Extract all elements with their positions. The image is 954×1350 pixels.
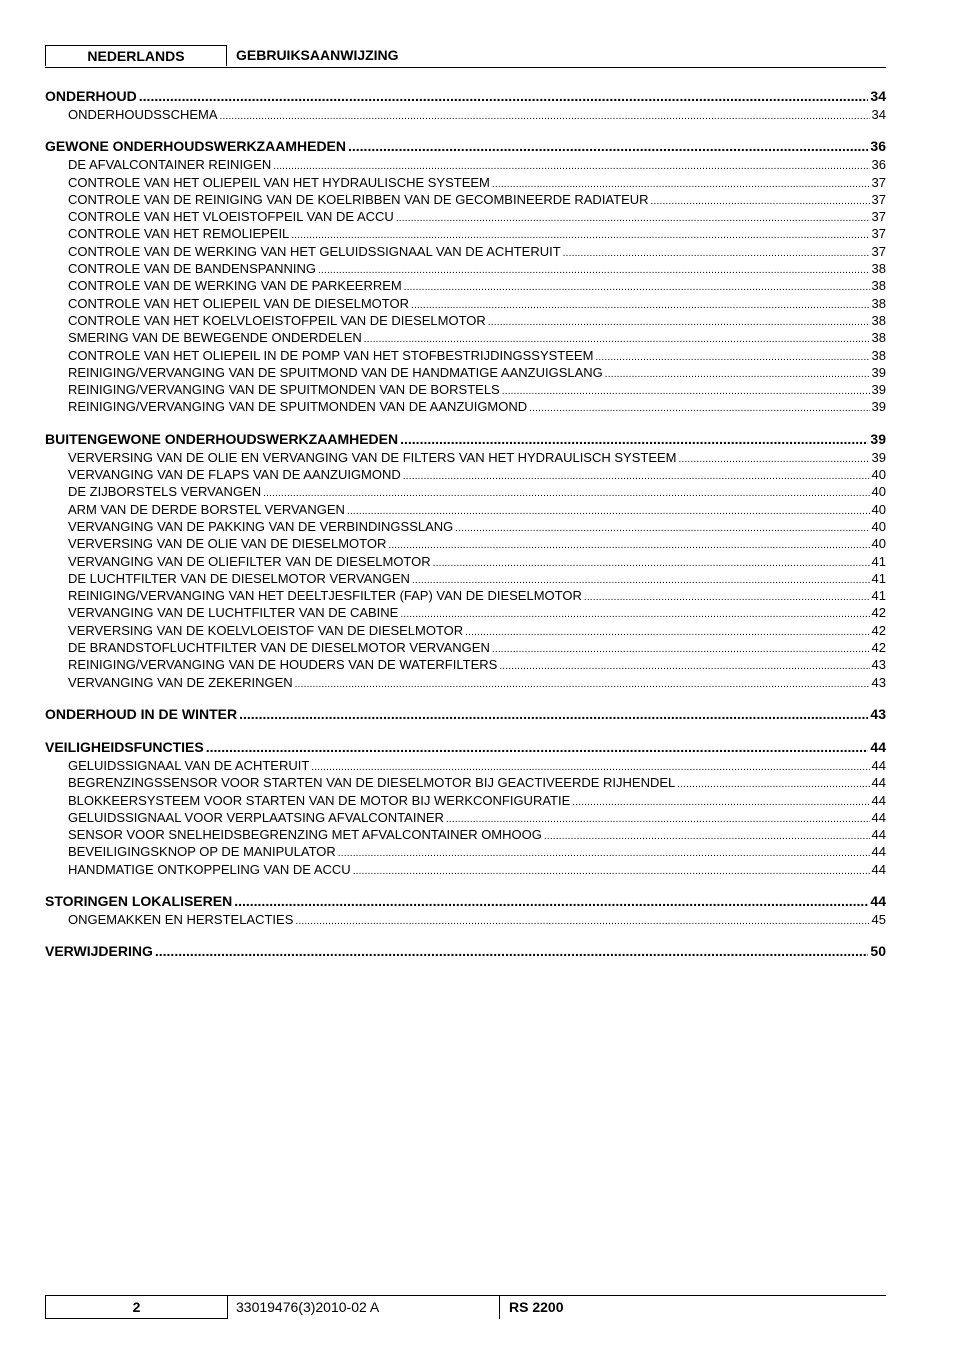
dot-leader xyxy=(651,191,870,208)
toc-entry-page: 40 xyxy=(871,518,886,534)
dot-leader xyxy=(295,911,869,928)
toc-section-heading-page: 44 xyxy=(870,892,886,909)
toc-section-heading[interactable] xyxy=(45,941,886,961)
dot-leader xyxy=(502,381,870,398)
toc-entry-title: REINIGING/VERVANGING VAN DE SPUITMONDEN VAN DE BORSTELS xyxy=(68,382,500,398)
toc-entry-page: 37 xyxy=(871,243,886,259)
dot-leader xyxy=(544,826,870,843)
dot-leader xyxy=(492,174,870,191)
toc-entry-title: VERVANGING VAN DE LUCHTFILTER VAN DE CABINE xyxy=(68,605,399,621)
toc-entry-title: CONTROLE VAN HET OLIEPEIL VAN DE DIESELMOTOR xyxy=(68,295,409,311)
toc-entry-title: CONTROLE VAN HET OLIEPEIL VAN HET HYDRAULISCHE SYSTEEM xyxy=(68,174,490,190)
toc-section-heading-page: 36 xyxy=(870,138,886,155)
toc-entry[interactable] xyxy=(45,156,886,173)
toc-entry[interactable] xyxy=(45,757,886,774)
dot-leader xyxy=(400,429,868,449)
dot-leader xyxy=(311,757,869,774)
dot-leader xyxy=(433,553,870,570)
page-number: 2 xyxy=(45,1296,228,1319)
toc-section xyxy=(45,136,886,415)
model-name: RS 2200 xyxy=(509,1299,564,1315)
toc-entry[interactable] xyxy=(45,466,886,483)
dot-leader xyxy=(291,225,869,242)
dot-leader xyxy=(348,136,868,156)
dot-leader xyxy=(388,535,869,552)
toc-entry-title: ONGEMAKKEN EN HERSTELACTIES xyxy=(68,911,294,927)
toc-entry-page: 37 xyxy=(871,191,886,207)
toc-section-heading-page: 44 xyxy=(870,738,886,755)
dot-leader xyxy=(572,792,869,809)
toc-entry-page: 44 xyxy=(871,775,886,791)
toc-entry-page: 39 xyxy=(871,382,886,398)
toc-entry[interactable] xyxy=(45,911,886,928)
toc-section xyxy=(45,891,886,928)
toc-entry[interactable] xyxy=(45,398,886,415)
toc-entry-page: 44 xyxy=(871,809,886,825)
toc-section-heading-page: 39 xyxy=(870,430,886,447)
dot-leader xyxy=(595,347,869,364)
toc-entry-title: VERVANGING VAN DE ZEKERINGEN xyxy=(68,674,293,690)
toc-entry-title: BEVEILIGINGSKNOP OP DE MANIPULATOR xyxy=(68,844,336,860)
language-label: NEDERLANDS xyxy=(45,45,227,66)
toc-entry-page: 42 xyxy=(871,640,886,656)
toc-entry-page: 40 xyxy=(871,536,886,552)
toc-entry[interactable] xyxy=(45,774,886,791)
dot-leader xyxy=(404,277,870,294)
dot-leader xyxy=(239,704,868,724)
toc-entry-title: SMERING VAN DE BEWEGENDE ONDERDELEN xyxy=(68,330,362,346)
dot-leader xyxy=(318,260,870,277)
table-of-contents xyxy=(45,86,886,961)
toc-entry-page: 38 xyxy=(871,278,886,294)
toc-section-heading-title: STORINGEN LOKALISEREN xyxy=(45,892,233,909)
dot-leader xyxy=(563,243,870,260)
toc-entry-page: 37 xyxy=(871,226,886,242)
dot-leader xyxy=(220,106,870,123)
dot-leader xyxy=(499,656,869,673)
toc-entry-title: REINIGING/VERVANGING VAN DE SPUITMOND VAN DE HANDMATIGE AANZUIGSLANG xyxy=(68,364,603,380)
toc-entry-title: CONTROLE VAN DE BANDENSPANNING xyxy=(68,261,317,277)
toc-entry-page: 37 xyxy=(871,209,886,225)
dot-leader xyxy=(679,449,870,466)
toc-section-heading-title: ONDERHOUD xyxy=(45,88,137,104)
toc-entry-title: REINIGING/VERVANGING VAN DE SPUITMONDEN VAN DE AANZUIGMOND xyxy=(68,399,528,415)
toc-entry-page: 41 xyxy=(871,553,886,569)
toc-entry-title: VERVERSING VAN DE OLIE EN VERVANGING VAN DE FILTERS VAN HET HYDRAULISCH SYSTEEM xyxy=(68,449,677,465)
toc-section-heading-page: 34 xyxy=(870,88,886,104)
toc-entry-title: SENSOR VOOR SNELHEIDSBEGRENZING MET AFVALCONTAINER OMHOOG xyxy=(68,827,542,843)
toc-entry-title: BLOKKEERSYSTEEM VOOR STARTEN VAN DE MOTOR BIJ WERKCONFIGURATIE xyxy=(68,792,571,808)
toc-section-heading-page: 43 xyxy=(870,705,886,722)
toc-entry[interactable] xyxy=(45,191,886,208)
toc-entry-title: DE BRANDSTOFLUCHTFILTER VAN DE DIESELMOTOR VERVANGEN xyxy=(68,640,490,656)
toc-entry-title: HANDMATIGE ONTKOPPELING VAN DE ACCU xyxy=(68,861,351,877)
toc-entry[interactable] xyxy=(45,277,886,294)
dot-leader xyxy=(584,587,870,604)
dot-leader xyxy=(273,156,869,173)
dot-leader xyxy=(353,861,870,878)
dot-leader xyxy=(263,483,869,500)
dot-leader xyxy=(605,364,870,381)
dot-leader xyxy=(492,639,870,656)
dot-leader xyxy=(455,518,869,535)
toc-entry-title: VERVERSING VAN DE KOELVLOEISTOF VAN DE DIESELMOTOR xyxy=(68,622,464,638)
toc-entry-page: 39 xyxy=(871,399,886,415)
toc-entry[interactable] xyxy=(45,381,886,398)
toc-entry-page: 38 xyxy=(871,312,886,328)
toc-entry[interactable] xyxy=(45,329,886,346)
toc-section-heading[interactable] xyxy=(45,704,886,724)
toc-entry-title: REINIGING/VERVANGING VAN DE HOUDERS VAN DE WATERFILTERS xyxy=(68,657,498,673)
toc-entry[interactable] xyxy=(45,792,886,809)
toc-section xyxy=(45,704,886,724)
toc-entry[interactable] xyxy=(45,312,886,329)
dot-leader xyxy=(295,674,870,691)
toc-entry[interactable] xyxy=(45,535,886,552)
toc-entry-title: VERVERSING VAN DE OLIE VAN DE DIESELMOTOR xyxy=(68,536,387,552)
toc-entry[interactable] xyxy=(45,826,886,843)
dot-leader xyxy=(529,398,869,415)
toc-entry-title: CONTROLE VAN DE REINIGING VAN DE KOELRIBBEN VAN DE GECOMBINEERDE RADIATEUR xyxy=(68,191,649,207)
toc-entry-page: 44 xyxy=(871,792,886,808)
toc-entry-title: ARM VAN DE DERDE BORSTEL VERVANGEN xyxy=(68,501,345,517)
dot-leader xyxy=(139,86,869,106)
toc-entry[interactable] xyxy=(45,501,886,518)
toc-entry-page: 37 xyxy=(871,174,886,190)
toc-entry-page: 34 xyxy=(871,107,886,122)
toc-entry-page: 41 xyxy=(871,588,886,604)
toc-entry-title: ONDERHOUDSSCHEMA xyxy=(68,107,218,122)
toc-section-heading[interactable] xyxy=(45,86,886,106)
toc-entry-page: 40 xyxy=(871,501,886,517)
page-header xyxy=(45,45,886,68)
toc-entry[interactable] xyxy=(45,570,886,587)
dot-leader xyxy=(446,809,870,826)
toc-entry[interactable] xyxy=(45,587,886,604)
toc-entry-title: DE AFVALCONTAINER REINIGEN xyxy=(68,157,272,173)
toc-entry[interactable] xyxy=(45,622,886,639)
toc-entry-page: 42 xyxy=(871,622,886,638)
toc-section-heading-title: ONDERHOUD IN DE WINTER xyxy=(45,705,238,722)
toc-entry-page: 44 xyxy=(871,861,886,877)
toc-entry[interactable] xyxy=(45,483,886,500)
toc-entry-page: 44 xyxy=(871,844,886,860)
toc-entry-page: 42 xyxy=(871,605,886,621)
toc-entry-title: BEGRENZINGSSENSOR VOOR STARTEN VAN DE DIESELMOTOR BIJ GEACTIVEERDE RIJHENDEL xyxy=(68,775,676,791)
toc-entry-page: 43 xyxy=(871,674,886,690)
dot-leader xyxy=(155,941,869,961)
document-title: GEBRUIKSAANWIJZING xyxy=(236,47,399,63)
toc-entry-title: VERVANGING VAN DE PAKKING VAN DE VERBINDINGSSLANG xyxy=(68,518,454,534)
toc-entry-title: DE ZIJBORSTELS VERVANGEN xyxy=(68,484,262,500)
toc-entry[interactable] xyxy=(45,174,886,191)
toc-section-heading[interactable] xyxy=(45,737,886,757)
toc-entry-page: 38 xyxy=(871,261,886,277)
toc-entry[interactable] xyxy=(45,364,886,381)
toc-section-heading-page: 50 xyxy=(870,943,886,960)
toc-entry-page: 44 xyxy=(871,827,886,843)
toc-section xyxy=(45,429,886,691)
dot-leader xyxy=(206,737,869,757)
toc-entry-title: VERVANGING VAN DE OLIEFILTER VAN DE DIESELMOTOR xyxy=(68,553,431,569)
toc-entry-page: 45 xyxy=(871,911,886,927)
toc-entry-title: VERVANGING VAN DE FLAPS VAN DE AANZUIGMOND xyxy=(68,467,401,483)
toc-entry[interactable] xyxy=(45,553,886,570)
dot-leader xyxy=(403,466,870,483)
toc-entry[interactable] xyxy=(45,243,886,260)
dot-leader xyxy=(488,312,870,329)
toc-entry-page: 38 xyxy=(871,295,886,311)
toc-entry-page: 40 xyxy=(871,467,886,483)
dot-leader xyxy=(677,774,869,791)
toc-entry[interactable] xyxy=(45,208,886,225)
toc-entry[interactable] xyxy=(45,809,886,826)
toc-entry-page: 38 xyxy=(871,347,886,363)
toc-entry-title: GELUIDSSIGNAAL VAN DE ACHTERUIT xyxy=(68,757,310,773)
dot-leader xyxy=(396,208,870,225)
dot-leader xyxy=(465,622,869,639)
toc-entry-title: CONTROLE VAN HET VLOEISTOFPEIL VAN DE ACCU xyxy=(68,209,394,225)
toc-entry-title: DE LUCHTFILTER VAN DE DIESELMOTOR VERVANGEN xyxy=(68,570,410,586)
toc-entry-page: 43 xyxy=(871,657,886,673)
toc-entry[interactable] xyxy=(45,449,886,466)
dot-leader xyxy=(364,329,870,346)
toc-entry-page: 41 xyxy=(871,570,886,586)
toc-entry-page: 36 xyxy=(871,157,886,173)
toc-entry[interactable] xyxy=(45,518,886,535)
toc-section-heading[interactable] xyxy=(45,891,886,911)
toc-entry-title: CONTROLE VAN DE WERKING VAN DE PARKEERREM xyxy=(68,278,402,294)
toc-entry[interactable] xyxy=(45,106,886,123)
toc-entry-title: CONTROLE VAN HET REMOLIEPEIL xyxy=(68,226,290,242)
dot-leader xyxy=(338,843,870,860)
toc-section-heading-title: GEWONE ONDERHOUDSWERKZAAMHEDEN xyxy=(45,138,346,155)
toc-entry[interactable] xyxy=(45,225,886,242)
toc-entry[interactable] xyxy=(45,861,886,878)
document-code: 33019476(3)2010-02 A xyxy=(228,1296,500,1319)
toc-entry-title: CONTROLE VAN HET KOELVLOEISTOFPEIL VAN DE DIESELMOTOR xyxy=(68,312,486,328)
toc-section-heading[interactable] xyxy=(45,429,886,449)
toc-entry-page: 39 xyxy=(871,364,886,380)
page-footer xyxy=(45,1295,886,1319)
toc-section xyxy=(45,737,886,878)
toc-entry-title: GELUIDSSIGNAAL VOOR VERPLAATSING AFVALCONTAINER xyxy=(68,809,444,825)
toc-section-heading[interactable] xyxy=(45,136,886,156)
toc-entry[interactable] xyxy=(45,674,886,691)
toc-section xyxy=(45,86,886,123)
toc-entry-title: REINIGING/VERVANGING VAN HET DEELTJESFILTER (FAP) VAN DE DIESELMOTOR xyxy=(68,588,582,604)
dot-leader xyxy=(234,891,868,911)
dot-leader xyxy=(412,570,870,587)
toc-entry[interactable] xyxy=(45,656,886,673)
toc-entry-page: 40 xyxy=(871,484,886,500)
toc-entry[interactable] xyxy=(45,295,886,312)
toc-entry[interactable] xyxy=(45,260,886,277)
toc-section-heading-title: VERWIJDERING xyxy=(45,943,153,960)
toc-entry[interactable] xyxy=(45,639,886,656)
toc-section xyxy=(45,941,886,961)
toc-entry[interactable] xyxy=(45,604,886,621)
toc-entry[interactable] xyxy=(45,347,886,364)
dot-leader xyxy=(347,501,870,518)
toc-entry-page: 38 xyxy=(871,330,886,346)
toc-entry-page: 39 xyxy=(871,449,886,465)
dot-leader xyxy=(400,604,869,621)
toc-section-heading-title: BUITENGEWONE ONDERHOUDSWERKZAAMHEDEN xyxy=(45,430,399,447)
dot-leader xyxy=(411,295,870,312)
toc-entry-title: CONTROLE VAN DE WERKING VAN HET GELUIDSSIGNAAL VAN DE ACHTERUIT xyxy=(68,243,561,259)
toc-section-heading-title: VEILIGHEIDSFUNCTIES xyxy=(45,738,204,755)
toc-entry-page: 44 xyxy=(871,757,886,773)
toc-entry-title: CONTROLE VAN HET OLIEPEIL IN DE POMP VAN HET STOFBESTRIJDINGSSYSTEEM xyxy=(68,347,594,363)
toc-entry[interactable] xyxy=(45,843,886,860)
